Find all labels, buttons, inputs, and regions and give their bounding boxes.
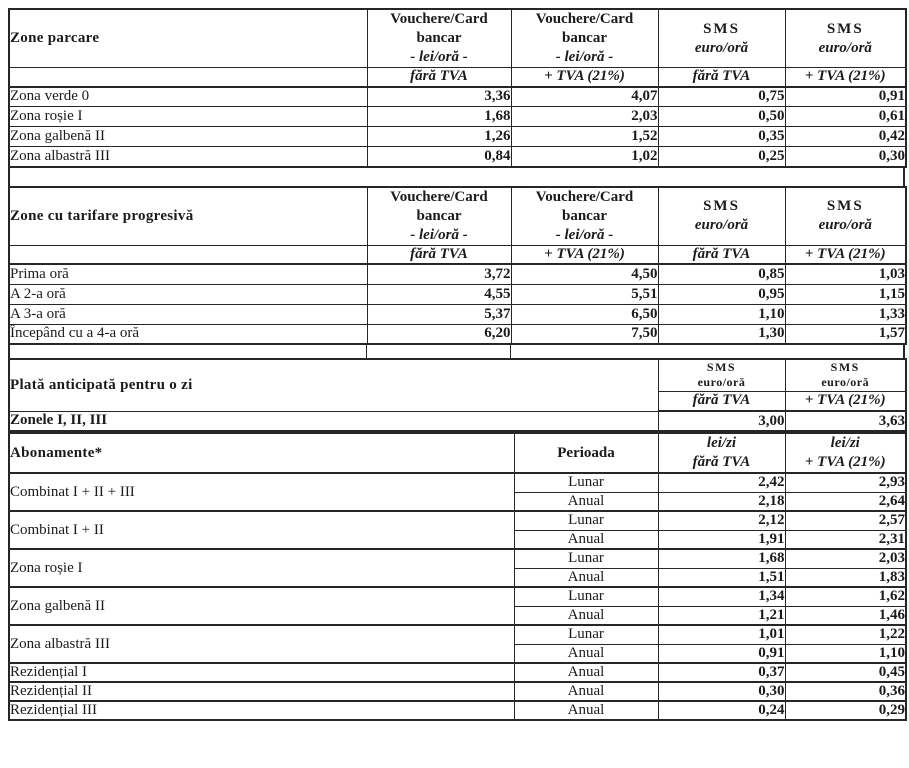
- row-label: Combinat I + II + III: [9, 473, 514, 511]
- header-line: Vouchere/Card: [535, 188, 634, 205]
- period-value: Anual: [514, 492, 658, 511]
- tariff-value: 0,35: [658, 127, 785, 147]
- tariff-value: 1,01: [658, 625, 785, 644]
- table-row: [9, 701, 906, 720]
- row-label: Rezidențial I: [9, 663, 514, 682]
- empty-cell: [9, 245, 367, 264]
- subcolumn-header: + TVA (21%): [511, 68, 658, 87]
- tariff-value: 1,03: [785, 264, 906, 284]
- row-label: Începând cu a 4-a oră: [9, 324, 367, 344]
- tariff-value: 1,57: [785, 324, 906, 344]
- tariff-value: 2,57: [785, 511, 906, 530]
- tariff-value: 6,20: [367, 324, 511, 344]
- tariff-value: 2,18: [658, 492, 785, 511]
- header-line: SMS: [706, 360, 737, 375]
- tariff-value: 1,62: [785, 587, 906, 606]
- tariff-value: 1,30: [658, 324, 785, 344]
- row-label: Zona roșie I: [9, 107, 367, 127]
- header-line: SMS: [830, 360, 860, 375]
- header-line: SMS: [826, 198, 864, 214]
- header-line: fără TVA: [692, 454, 751, 470]
- tariff-value: 1,15: [785, 284, 906, 304]
- section-title: Zone cu tarifare progresivă: [9, 187, 367, 246]
- row-label: Prima oră: [9, 264, 367, 284]
- period-value: Lunar: [514, 511, 658, 530]
- tariff-value: 0,37: [658, 663, 785, 682]
- tariff-value: 1,46: [785, 606, 906, 625]
- tariff-value: 4,55: [367, 284, 511, 304]
- section-title: Abonamente*: [9, 433, 514, 473]
- tariff-value: 0,29: [785, 701, 906, 720]
- header-line: bancar: [416, 207, 462, 224]
- tariff-value: 0,91: [658, 644, 785, 663]
- tariff-value: 0,50: [658, 107, 785, 127]
- column-header-leizi-2: [785, 433, 906, 473]
- table-row: [9, 127, 906, 147]
- period-value: Lunar: [514, 549, 658, 568]
- table-row: [9, 511, 906, 530]
- plata-anticipata-table: [8, 358, 907, 432]
- tariff-value: 5,37: [367, 304, 511, 324]
- subcolumn-header: fără TVA: [367, 68, 511, 87]
- subcolumn-header: fără TVA: [658, 245, 785, 264]
- table-row: [9, 107, 906, 127]
- tariff-value: 2,03: [785, 549, 906, 568]
- header-line: SMS: [703, 198, 740, 214]
- tariff-value: 3,00: [658, 411, 785, 431]
- tariff-value: 0,30: [658, 682, 785, 701]
- tariff-value: 7,50: [511, 324, 658, 344]
- tariff-value: 1,83: [785, 568, 906, 587]
- period-value: Anual: [514, 530, 658, 549]
- row-label: Rezidențial III: [9, 701, 514, 720]
- tariff-value: 0,24: [658, 701, 785, 720]
- column-header-sms-1: [658, 359, 785, 391]
- subcolumn-header: + TVA (21%): [785, 391, 906, 411]
- zone-parcare-table: [8, 8, 907, 168]
- table-row: [9, 663, 906, 682]
- row-label: Zona roșie I: [9, 549, 514, 587]
- section-title: Zone parcare: [9, 9, 367, 68]
- table-row: [9, 147, 906, 167]
- table-row: [9, 304, 906, 324]
- empty-cell: [9, 68, 367, 87]
- header-line: - lei/oră -: [555, 226, 614, 243]
- table-row: [9, 625, 906, 644]
- row-label: Zona albastră III: [9, 147, 367, 167]
- row-label: Zona galbenă II: [9, 127, 367, 147]
- table-row: [9, 87, 906, 107]
- column-header-sms-1: [658, 9, 785, 68]
- column-header-vouchere-2: [511, 9, 658, 68]
- table-gap: [8, 345, 905, 358]
- tariff-value: 3,63: [785, 411, 906, 431]
- header-line: SMS: [826, 20, 864, 37]
- tariff-value: 3,36: [367, 87, 511, 107]
- subcolumn-header: + TVA (21%): [785, 68, 906, 87]
- tariff-value: 0,30: [785, 147, 906, 167]
- period-value: Anual: [514, 682, 658, 701]
- tarifare-progresiva-table: [8, 186, 907, 346]
- tariff-value: 0,91: [785, 87, 906, 107]
- row-label: A 3-a oră: [9, 304, 367, 324]
- abonamente-table: [8, 432, 907, 721]
- header-line: Vouchere/Card: [390, 188, 488, 205]
- tariff-value: 2,12: [658, 511, 785, 530]
- tariff-value: 2,03: [511, 107, 658, 127]
- period-value: Lunar: [514, 473, 658, 492]
- tariff-value: 4,07: [511, 87, 658, 107]
- tariff-value: 1,34: [658, 587, 785, 606]
- column-header-sms-1: [658, 187, 785, 246]
- header-line: Vouchere/Card: [390, 11, 488, 27]
- header-line: bancar: [416, 30, 462, 46]
- table-row: [9, 284, 906, 304]
- column-header-sms-2: [785, 359, 906, 391]
- tariff-value: 0,84: [367, 147, 511, 167]
- tariff-value: 1,33: [785, 304, 906, 324]
- table-row: [9, 682, 906, 701]
- header-line: bancar: [562, 30, 607, 46]
- tariff-value: 1,10: [658, 304, 785, 324]
- tariff-value: 2,31: [785, 530, 906, 549]
- period-value: Anual: [514, 644, 658, 663]
- tariff-value: 1,91: [658, 530, 785, 549]
- column-header-perioada: Perioada: [514, 433, 658, 473]
- tariff-value: 0,42: [785, 127, 906, 147]
- subcolumn-header: fără TVA: [658, 391, 785, 411]
- column-header-sms-2: [785, 9, 906, 68]
- period-value: Anual: [514, 663, 658, 682]
- header-line: euro/oră: [818, 217, 872, 233]
- table-row: [9, 549, 906, 568]
- tariff-value: 1,52: [511, 127, 658, 147]
- period-value: Lunar: [514, 625, 658, 644]
- row-label: Rezidențial II: [9, 682, 514, 701]
- tariff-value: 1,51: [658, 568, 785, 587]
- header-line: - lei/oră -: [555, 49, 614, 65]
- period-value: Lunar: [514, 587, 658, 606]
- header-line: euro/oră: [697, 375, 746, 390]
- tariff-value: 0,45: [785, 663, 906, 682]
- tariff-value: 2,93: [785, 473, 906, 492]
- row-label: Zonele I, II, III: [9, 411, 658, 431]
- subcolumn-header: fără TVA: [658, 68, 785, 87]
- tariff-value: 1,68: [658, 549, 785, 568]
- header-line: SMS: [703, 20, 740, 37]
- tariff-value: 0,61: [785, 107, 906, 127]
- column-header-sms-2: [785, 187, 906, 246]
- header-line: + TVA (21%): [804, 454, 886, 470]
- column-header-vouchere-1: [367, 9, 511, 68]
- row-label: Zona verde 0: [9, 87, 367, 107]
- tariff-value: 0,36: [785, 682, 906, 701]
- tariff-value: 3,72: [367, 264, 511, 284]
- column-header-leizi-1: [658, 433, 785, 473]
- table-row: [9, 324, 906, 344]
- header-line: Vouchere/Card: [535, 11, 634, 27]
- tariff-value: 0,95: [658, 284, 785, 304]
- section-title: Plată anticipată pentru o zi: [9, 359, 658, 411]
- row-label: Combinat I + II: [9, 511, 514, 549]
- tariff-value: 1,26: [367, 127, 511, 147]
- tariff-value: 5,51: [511, 284, 658, 304]
- table-gap: [8, 168, 905, 186]
- tariff-value: 0,85: [658, 264, 785, 284]
- divider: [366, 345, 367, 358]
- tariff-value: 2,64: [785, 492, 906, 511]
- period-value: Anual: [514, 606, 658, 625]
- header-line: euro/oră: [818, 39, 872, 56]
- header-line: euro/oră: [821, 375, 870, 390]
- table-row: [9, 264, 906, 284]
- period-value: Anual: [514, 701, 658, 720]
- row-label: Zona albastră III: [9, 625, 514, 663]
- header-line: lei/zi: [830, 435, 860, 451]
- tariff-value: 1,10: [785, 644, 906, 663]
- table-row: [9, 411, 906, 431]
- header-line: - lei/oră -: [410, 49, 468, 65]
- tariff-value: 0,75: [658, 87, 785, 107]
- tariff-value: 1,22: [785, 625, 906, 644]
- tariff-value: 2,42: [658, 473, 785, 492]
- row-label: Zona galbenă II: [9, 587, 514, 625]
- tariff-value: 6,50: [511, 304, 658, 324]
- header-line: bancar: [562, 207, 607, 224]
- header-line: - lei/oră -: [410, 226, 468, 243]
- subcolumn-header: + TVA (21%): [785, 245, 906, 264]
- table-row: [9, 473, 906, 492]
- row-label: A 2-a oră: [9, 284, 367, 304]
- column-header-vouchere-2: [511, 187, 658, 246]
- header-line: lei/zi: [706, 435, 737, 451]
- tariff-value: 1,02: [511, 147, 658, 167]
- period-value: Anual: [514, 568, 658, 587]
- subcolumn-header: + TVA (21%): [511, 245, 658, 264]
- tariff-value: 0,25: [658, 147, 785, 167]
- divider: [510, 345, 511, 358]
- tariff-value: 4,50: [511, 264, 658, 284]
- column-header-vouchere-1: [367, 187, 511, 246]
- header-line: euro/oră: [694, 39, 749, 56]
- header-line: euro/oră: [694, 217, 749, 233]
- tariff-value: 1,21: [658, 606, 785, 625]
- tariff-value: 1,68: [367, 107, 511, 127]
- subcolumn-header: fără TVA: [367, 245, 511, 264]
- table-row: [9, 587, 906, 606]
